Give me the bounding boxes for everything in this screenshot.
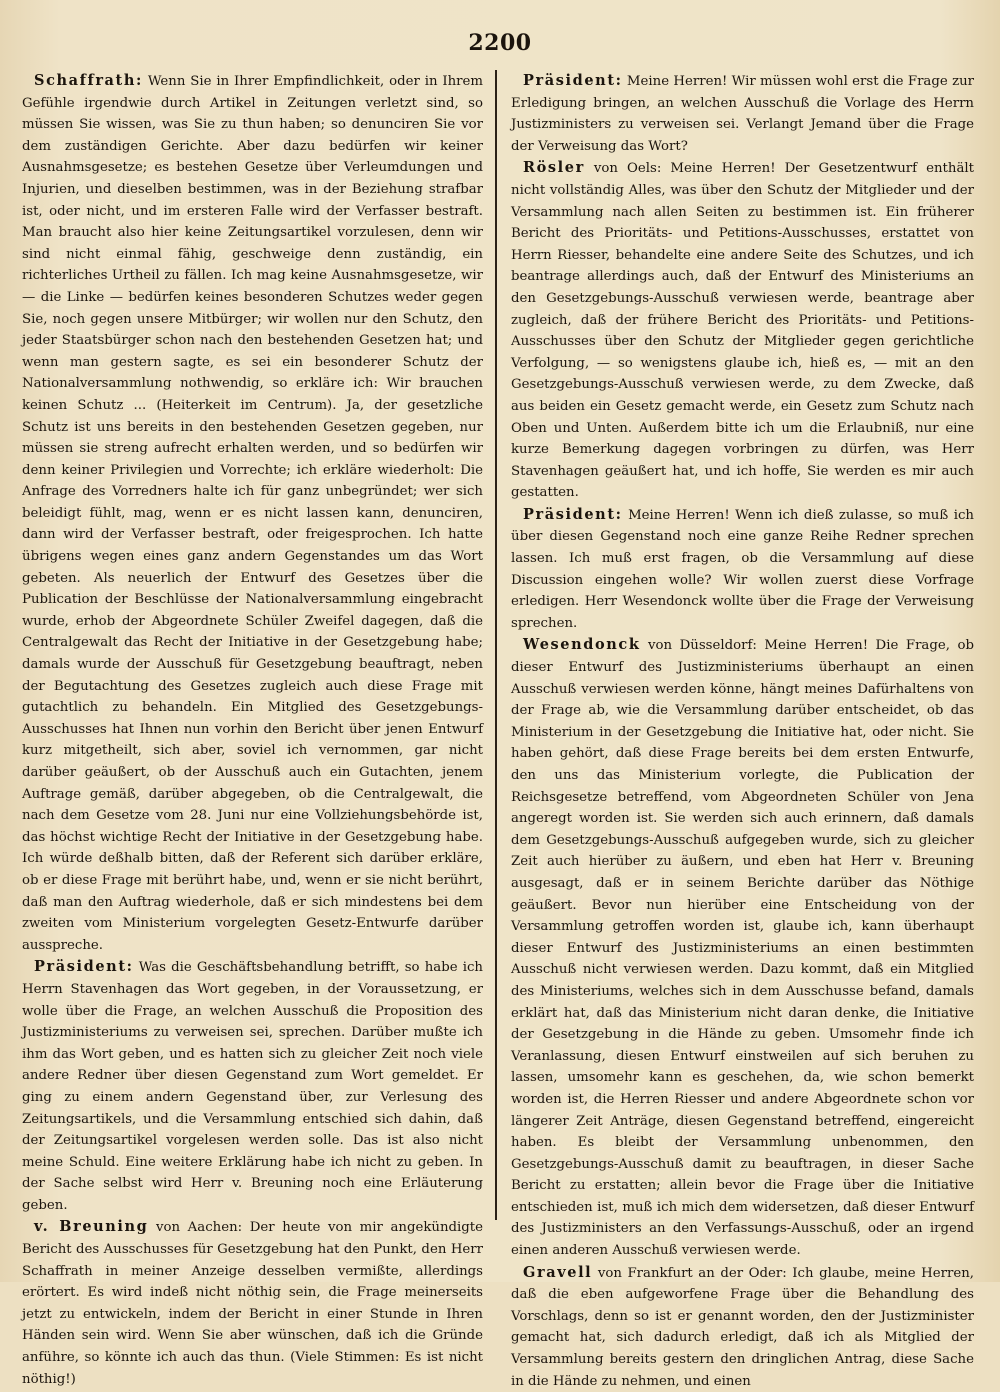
speaker-origin: von Düsseldorf: bbox=[648, 638, 757, 654]
speech-text: Ich glaube, meine Herren, daß die eben aufgeworfene Frage über die Behandlung des Vorschlags, denn so ist er genannt worden, den der Justizminister gemacht hat, sich dadurch erledigt, daß ich als Mitglied der Versammlung bereits gestern den dringlichen Antrag, diese Sache in die Hände zu nehmen, und einen bbox=[511, 1265, 975, 1389]
speech-paragraph bbox=[22, 1216, 483, 1390]
speech-text: Was die Geschäftsbehandlung betrifft, so habe ich Herrn Stavenhagen das Wort gegeben, in der Voraussetzung, er wolle über die Frage, an welchen Ausschuß die Proposition des Justizministeriums zu verweisen sei, sprechen. Darüber mußte ich ihm das Wort geben, und es hatten sich zu gleicher Zeit noch viele andere Redner über diesen Gegenstand zum Wort gemeldet. Er ging zu einem andern Gegenstand über, zur Verlesung des Zeitungsartikels, und die Versammlung entschied sich dahin, daß der Zeitungsartikel vorgelesen werden solle. Das ist also nicht meine Schuld. Eine weitere Erklärung habe ich nicht zu geben. In der Sache selbst wird Herr v. Breuning noch eine Erläuterung geben. bbox=[22, 960, 483, 1213]
left-column bbox=[14, 70, 489, 1390]
speech-paragraph bbox=[22, 956, 483, 1216]
speaker-origin: von Aachen: bbox=[156, 1220, 243, 1236]
speaker-origin: von Oels: bbox=[593, 161, 662, 177]
speech-paragraph bbox=[22, 70, 483, 956]
speech-text: Meine Herren! Wenn ich dieß zulasse, so muß ich über diesen Gegenstand noch eine ganze Reihe Redner sprechen lassen. Ich muß erst fragen, ob die Versammlung auf diese Discussion eingehen wolle? Wir wollen zuerst diese Vorfrage erledigen. Herr Wesendonck wollte über die Frage der Verweisung sprechen. bbox=[511, 507, 974, 631]
speech-text: Der heute von mir angekündigte Bericht des Ausschusses für Gesetzgebung hat den Punkt, den Herr Schaffrath in meiner Anzeige desselben vermißte, allerdings erörtert. Es wird indeß nicht nöthig sein, die Frage meinerseits jetzt zu entwickeln, indem der Bericht in einer Stunde in Ihren Händen sein wird. Wenn Sie aber wünschen, daß ich die Gründe anführe, so könnte ich auch das thun. (Viele Stimmen: Es ist nicht nöthig!) bbox=[22, 1220, 484, 1387]
speaker-name: Präsident: bbox=[523, 72, 623, 89]
column-divider bbox=[495, 70, 497, 1220]
speaker-name: Schaffrath: bbox=[34, 72, 143, 89]
speech-text: Meine Herren! Der Gesetzentwurf enthält nicht vollständig Alles, was über den Schutz der Mitglieder und der Versammlung nach allen Seiten zu bestimmen ist. Ein früherer Bericht des Prioritäts- und Petitions-Ausschusses, erstattet von Herrn Riesser, behandelte eine andere Seite des Schutzes, und ich beantrage allerdings auch, daß der Entwurf des Ministeriums an den Gesetzgebungs-Ausschuß verwiesen werde, beantrage aber zugleich, daß der frühere Bericht des Prioritäts- und Petitions-Ausschusses über den Schutz der Mitglieder gegen gerichtliche Verfolgung, — so wenigstens glaube ich, hieß es, — mit an den Gesetzgebungs-Ausschuß verwiesen werde, zu dem Zwecke, daß aus beiden ein Gesetz gemacht werde, ein Gesetz zum Schutz nach Oben und Unten. Außerdem bitte ich um die Erlaubniß, nur eine kurze Bemerkung dagegen vorbringen zu dürfen, was Herr Stavenhagen geäußert hat, und ich hoffe, Sie werden es mir auch gestatten. bbox=[511, 161, 974, 501]
right-column bbox=[503, 70, 978, 1392]
speech-text: Meine Herren! Wir müssen wohl erst die Frage zur Erledigung bringen, an welchen Ausschuß die Vorlage des Herrn Justizministers zu verweisen sei. Verlangt Jemand über die Frage der Verweisung das Wort? bbox=[511, 74, 974, 154]
speech-text: Meine Herren! Die Frage, ob dieser Entwurf des Justizministeriums überhaupt an einen Ausschuß verwiesen werden könne, hängt meines Dafürhaltens von der Frage ab, wie die Versammlung darüber entscheidet, ob das Ministerium in der Gesetzgebung die Initiative hat, oder nicht. Sie haben gehört, daß diese Frage bereits bei dem ersten Entwurfe, den uns das Ministerium vorlegte, die Publication der Reichsgesetze betreffend, vom Abgeordneten Schüler von Jena angeregt worden ist. Sie werden sich auch erinnern, daß damals dem Gesetzgebungs-Ausschuß aufgegeben wurde, sich zu gleicher Zeit auch hierüber zu äußern, und eben hat Herr v. Breuning ausgesagt, daß er in seinem Berichte darüber das Nöthige geäußert. Bevor nun hierüber eine Entscheidung von der Versammlung getroffen worden ist, glaube ich, kann überhaupt dieser Entwurf des Justizministeriums an einen bestimmten Ausschuß nicht verwiesen werden. Dazu kommt, daß ein Mitglied des Ministeriums, welches sich in dem Ausschusse befand, damals erklärt hat, daß das Ministerium nicht daran denke, die Initiative der Gesetzgebung in die Hände zu geben. Umsomehr finde ich Veranlassung, diesen Entwurf einstweilen auf sich beruhen zu lassen, umsomehr kann es geschehen, da, wie schon bemerkt worden ist, die Herren Riesser und andere Abgeordnete schon vor längerer Zeit Anträge, diesen Gegenstand betreffend, eingereicht haben. Es bleibt der Versammlung unbenommen, den Gesetzgebungs-Ausschuß damit zu beauftragen, in dieser Sache Bericht zu erstatten; allein bevor die Frage über die Initiative entschieden ist, muß ich mich dem widersetzen, daß dieser Entwurf des Justizministers an den Verfassungs-Ausschuß, oder an irgend einen anderen Ausschuß verwiesen werde. bbox=[511, 638, 974, 1259]
speaker-name: Präsident: bbox=[523, 505, 623, 523]
speaker-origin: von Frankfurt an der Oder: bbox=[597, 1265, 787, 1281]
speech-paragraph bbox=[511, 634, 974, 1261]
speaker-name: v. Breuning bbox=[34, 1218, 149, 1236]
speaker-name: Gravell bbox=[523, 1263, 593, 1281]
speech-text: Wenn Sie in Ihrer Empfindlichkeit, oder in Ihrem Gefühle irgendwie durch Artikel in Zeitungen verletzt sind, so müssen Sie wissen, was Sie zu thun haben; so denunciren Sie vor dem zuständigen Gerichte. Aber dazu bedürfen wir keiner Ausnahmsgesetze; es bestehen Gesetze über Verleumdungen und Injurien, und dieselben bestimmen, was in der Beziehung strafbar ist, oder nicht, und im ersteren Falle wird der Verfasser bestraft. Man braucht also hier keine Zeitungsartikel vorzulesen, denn wir sind nicht einmal fähig, geschweige denn zuständig, ein richterliches Urtheil zu fällen. Ich mag keine Ausnahmsgesetze, wir — die Linke — bedürfen keines besonderen Schutzes weder gegen Sie, noch gegen unsere Mitbürger; wir wollen nur den Schutz, den jeder Staatsbürger schon nach den bestehenden Gesetzen hat; und wenn man gestern sagte, es sei ein besonderer Schutz der Nationalversammlung nothwendig, so erkläre ich: Wir brauchen keinen Schutz ... (Heiterkeit im Centrum). Ja, der gesetzliche Schutz ist uns bereits in den bestehenden Gesetzen gegeben, nur müssen sie streng aufrecht erhalten werden, und so bedürfen wir denn keiner Privilegien und Vorrechte; ich erkläre wiederholt: Die Anfrage des Vorredners halte ich für ganz unbegründet; wer sich beleidigt fühlt, mag, wenn er es nicht lassen kann, denunciren, dann wird der Verfasser bestraft, oder freigesprochen. Ich hatte übrigens wegen eines ganz andern Gegenstandes um das Wort gebeten. Als neuerlich der Entwurf des Gesetzes über die Publication der Beschlüsse der Nationalversammlung eingebracht wurde, erhob der Abgeordnete Schüler Zweifel dagegen, daß die Centralgewalt das Recht der Initiative in der Gesetzgebung habe; damals wurde der Ausschuß für Gesetzgebung beauftragt, neben der Begutachtung des Gesetzes zugleich auch diese Frage mit gutachtlich zu behandeln. Ein Mitglied des Gesetzgebungs-Ausschusses hat Ihnen nun vorhin den Bericht über jenen Entwurf kurz mitgetheilt, sich aber, soviel ich vernommen, gar nicht darüber geäußert, ob der Ausschuß auch ein Gutachten, jenem Auftrage gemäß, darüber abgegeben, ob die Centralgewalt, die nach dem Gesetze vom 28. Juni nur eine Vollziehungsbehörde ist, das höchst wichtige Recht der Initiative in der Gesetzgebung habe. Ich würde deßhalb bitten, daß der Referent sich darüber erkläre, ob er diese Frage mit berührt habe, und, wenn er sie nicht berührt, daß man den Auftrag wiederhole, daß er sich mindestens bei dem zweiten vom Ministerium vorgelegten Gesetz-Entwurfe darüber ausspreche. bbox=[22, 74, 484, 953]
speech-paragraph bbox=[511, 157, 974, 504]
speaker-name: Wesendonck bbox=[523, 636, 641, 654]
speaker-name: Präsident: bbox=[34, 958, 134, 976]
speech-paragraph bbox=[511, 504, 974, 635]
speech-paragraph bbox=[511, 1262, 974, 1392]
speaker-name: Rösler bbox=[523, 159, 585, 177]
two-column-body bbox=[14, 70, 986, 1392]
page-number: 2200 bbox=[468, 30, 532, 56]
speech-paragraph bbox=[511, 70, 974, 157]
